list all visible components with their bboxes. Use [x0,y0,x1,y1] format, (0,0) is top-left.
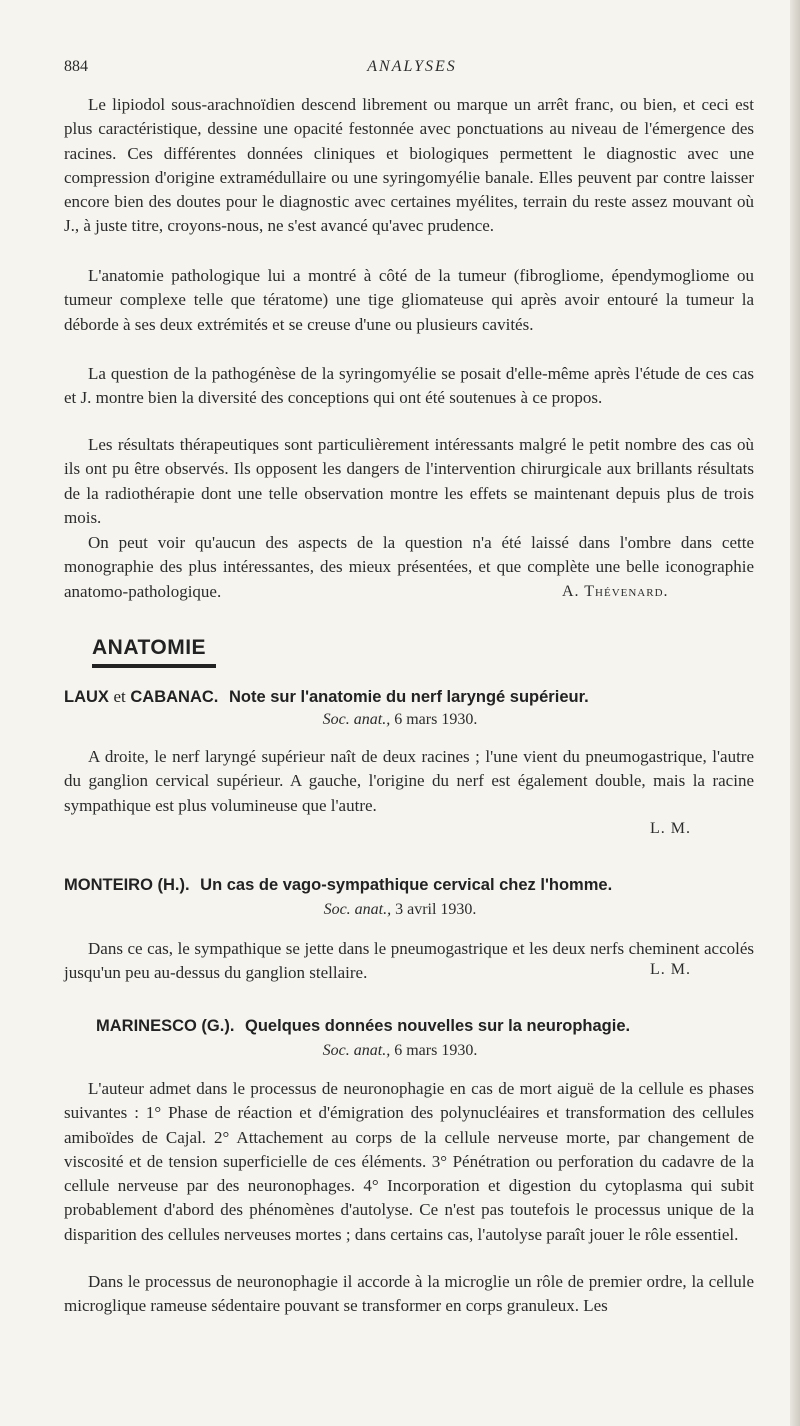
journal-date: 6 mars 1930. [394,711,478,728]
page-edge [790,0,800,1426]
article-conjunction: et [113,687,126,706]
article-title-text: Note sur l'anatomie du nerf laryngé supérieur. [228,688,589,706]
journal-date: 3 avril 1930. [395,901,477,918]
article-title [96,1017,796,1036]
article-authors: MARINESCO (G.). [96,1017,235,1035]
article-body: A droite, le nerf laryngé supérieur naît de deux racines ; l'une vient du pneumogastrique, l'autre du ganglion cervical supérieur. A gauche, l'origine du nerf est également double, mais la racine sympathique est plus volumineuse que l'autre. [64,747,754,815]
review-signature: A. Thévenard. [562,583,669,600]
journal-name: Soc. anat., [322,711,391,728]
article-signature: L. M. [650,961,691,978]
journal-name: Soc. anat., [323,901,392,918]
article-title-text: Quelques données nouvelles sur la neurophagie. [245,1017,631,1035]
article-authors-2: CABANAC. [130,688,219,706]
section-heading: ANATOMIE [92,636,207,659]
page-header [64,58,760,82]
review-paragraph: L'anatomie pathologique lui a montré à côté de la tumeur (fibrogliome, épendymogliome ou tumeur complexe telle que tératome) une tige gliomateuse qui après avoir entouré la tumeur la déborde à ses deux extrémités et se creuse d'une ou plusieurs cavités. [64,266,754,334]
article-source [0,711,800,729]
article-body-continued: Dans le processus de neuronophagie il accorde à la microglie un rôle de premier ordre, la cellule microglique rameuse sédentaire pouvant se transformer en corps granuleux. Les [64,1272,754,1316]
article-source [0,1042,800,1060]
article-body: Dans ce cas, le sympathique se jette dans le pneumogastrique et les deux nerfs cheminent accolés jusqu'un peu au-dessus du ganglion stellaire. [64,939,754,983]
journal-date: 6 mars 1930. [394,1042,478,1059]
article-authors: MONTEIRO (H.). [64,876,190,894]
article-source [0,901,800,919]
running-title: ANALYSES [367,58,457,75]
article-signature: L. M. [650,820,691,837]
article-title-text: Un cas de vago-sympathique cervical chez l'homme. [200,876,613,894]
review-paragraph: La question de la pathogénèse de la syringomyélie se posait d'elle-même après l'étude de ces cas et J. montre bien la diversité des conceptions qui ont été soutenues à ce propos. [64,364,754,408]
review-paragraph: Le lipiodol sous-arachnoïdien descend librement ou marque un arrêt franc, ou bien, et ceci est plus caractéristique, dessine une opacité festonnée avec ponctuations au niveau de l'émergence des racines. Ces différentes données cliniques et biologiques permettent le diagnostic avec une compression d'origine extramédullaire ou une syringomyélie banale. Elles peuvent par contre laisser encore bien des doutes pour le diagnostic avec certaines myélites, terrain du reste assez mouvant où J., à juste titre, croyons-nous, ne s'est avancé qu'avec prudence. [64,95,754,236]
journal-name: Soc. anat., [322,1042,391,1059]
article-title [64,687,764,707]
article-title [64,876,764,895]
article-body: L'auteur admet dans le processus de neuronophagie en cas de mort aiguë de la cellule es phases suivantes : 1° Phase de réaction et d'émigration des polynucléaires et transformation des cellules amiboïdes de Cajal. 2° Attachement au corps de la cellule nerveuse morte, par changement de viscosité et de tension superficielle de ces éléments. 3° Pénétration ou perforation du cadavre de la cellule nerveuse par des neuronophages. 4° Incorporation et digestion du cytoplasma qui subit probablement d'abord des phénomènes d'autolyse. Ce n'est pas toutefois le processus unique de la disparition des cellules nerveuses mortes ; dans certains cas, l'autolyse paraît jouer le rôle essentiel. [64,1079,754,1244]
page-number: 884 [64,58,88,75]
section-underline [92,664,216,668]
review-paragraph: Les résultats thérapeutiques sont particulièrement intéressants malgré le petit nombre des cas où ils ont pu être observés. Ils opposent les dangers de l'intervention chirurgicale aux brillants résultats de la radiothérapie dont une telle observation montre les effets se maintenant depuis plus de trois mois. [64,435,754,527]
article-authors: LAUX [64,688,109,706]
review-paragraph: On peut voir qu'aucun des aspects de la question n'a été laissé dans l'ombre dans cette monographie des plus intéressantes, des mieux présentées, et que complète une belle iconographie anatomo-pathologique. [64,533,754,601]
